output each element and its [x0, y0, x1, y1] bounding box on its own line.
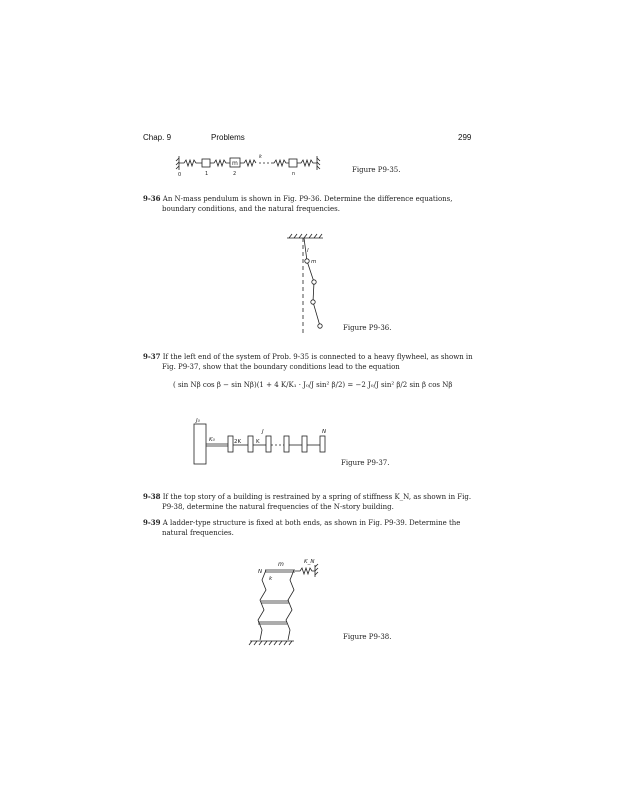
fig35-label-1: 1 — [205, 171, 209, 176]
figure-p9-37-caption: Figure P9-37. — [341, 459, 390, 467]
fig38-k-label: k — [269, 576, 273, 582]
fig38-mass-label: m — [278, 561, 284, 568]
figure-p9-35-caption: Figure P9-35. — [352, 166, 401, 174]
figure-p9-38 — [248, 556, 328, 648]
problem-number: 9-38 — [143, 492, 161, 501]
figure-p9-38-caption: Figure P9-38. — [343, 633, 392, 641]
fig37-k0-label: K₀ — [209, 437, 215, 443]
fig38-n-label: N — [258, 569, 263, 575]
problem-text-line1: If the top story of a building is restrained by a spring of stiffness K_N, as shown in Fig. — [162, 493, 472, 501]
problem-9-38-cont: P9-38, determine the natural frequencies of the N-story building. — [162, 503, 394, 511]
chapter-label: Chap. 9 — [143, 133, 172, 142]
fig35-label-n: n — [292, 171, 296, 176]
fig36-mass-label: m — [311, 259, 317, 265]
figure-p9-37 — [190, 414, 340, 470]
problem-number: 9-36 — [143, 194, 161, 203]
fig37-2k-label: 2K — [234, 439, 242, 445]
section-title: Problems — [211, 133, 245, 142]
problem-text-line1: If the left end of the system of Prob. 9-35 is connected to a heavy flywheel, as shown in — [162, 353, 473, 361]
problem-9-36-cont: boundary conditions, and the natural frequencies. — [162, 205, 340, 213]
problem-text-line1: A ladder-type structure is fixed at both ends, as shown in Fig. P9-39. Determine the — [162, 519, 461, 527]
fig36-length-label: l — [307, 248, 309, 254]
fig37-j0-label: J₀ — [196, 418, 200, 424]
problem-9-39-cont: natural frequencies. — [162, 529, 234, 537]
figure-p9-36-caption: Figure P9-36. — [343, 324, 392, 332]
fig35-stiffness-label: k — [259, 154, 262, 160]
problem-9-37-cont: Fig. P9-37, show that the boundary conditions lead to the equation — [162, 363, 400, 371]
page-number: 299 — [458, 133, 472, 142]
fig35-label-2: 2 — [233, 171, 237, 176]
fig35-label-0: 0 — [178, 172, 182, 176]
problem-text-line1: An N-mass pendulum is shown in Fig. P9-36. Determine the difference equations, — [162, 195, 453, 203]
fig37-n-label: N — [322, 429, 327, 435]
problem-number: 9-39 — [143, 518, 161, 527]
figure-p9-35 — [175, 150, 340, 176]
problem-number: 9-37 — [143, 352, 161, 361]
fig35-mass-label: m — [232, 160, 238, 167]
fig37-j-label: J — [262, 429, 264, 435]
fig37-k-label: K — [256, 439, 260, 445]
figure-p9-36 — [283, 232, 343, 338]
boundary-equation: ( sin Nβ cos β − sin Nβ)(1 + 4 K/K₁ · J₀/J sin² β/2) = −2 J₀/J sin² β/2 sin β cos Nβ — [173, 381, 453, 389]
fig38-kn-label: K_N — [304, 559, 315, 565]
